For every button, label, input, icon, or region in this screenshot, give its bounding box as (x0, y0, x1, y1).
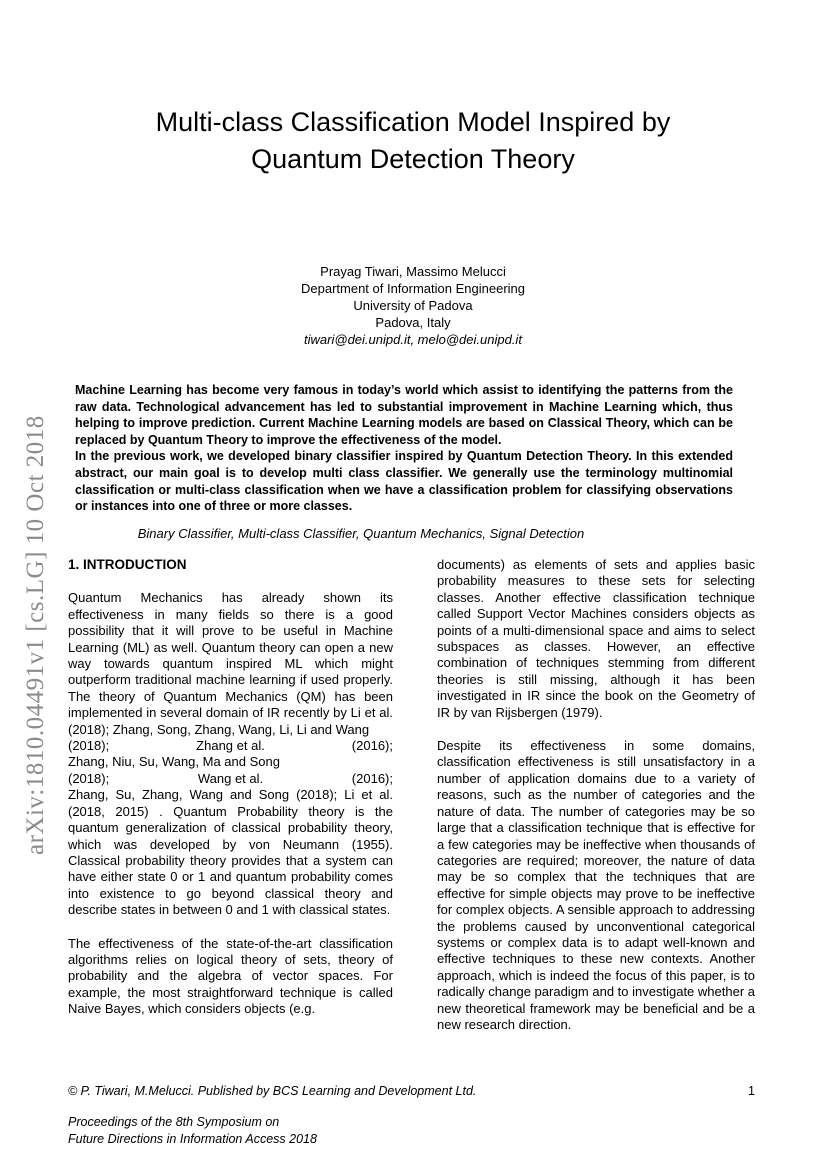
citation-author: Wang et al. (197, 770, 264, 786)
citation-author: Zhang et al. (196, 738, 265, 754)
proceedings-line-2: Future Directions in Information Access 2018 (68, 1131, 317, 1146)
proceedings-note (68, 1114, 568, 1147)
intro-paragraph-1a: Quantum Mechanics has already shown its effectiveness in many fields so there is a good possibility that it will prove to be useful in Machine Learning (ML) as well. Quantum theory can open a new way towards quantum inspired ML which might outperform traditional machine learning if used properly. The theory of Quantum Mechanics (QM) has been implemented in several domain of IR recently by Li et al. (2018); Zhang, Song, Zhang, Wang, Li, Li and Wang (68, 590, 393, 737)
citation-line-3 (68, 771, 393, 787)
citation-year: (2016); (351, 770, 393, 786)
author-emails: tiwari@dei.unipd.it, melo@dei.unipd.it (304, 332, 522, 347)
abstract-paragraph-2: In the previous work, we developed binary classifier inspired by Quantum Detection Theory. In this extended abstract, our main goal is to develop multi class classifier. We generally use the terminology multinomial classification or multi-class classification when we have a classification problem for classifying observations or instances into one of three or more classes. (75, 449, 733, 514)
authors-block (0, 263, 826, 348)
proceedings-line-1: Proceedings of the 8th Symposium on (68, 1115, 280, 1129)
paper-title (0, 104, 826, 178)
paper-title-line2: Quantum Detection Theory (251, 144, 575, 174)
page-number: 1 (748, 1084, 755, 1098)
intro-paragraph-3: documents) as elements of sets and applies basic probability measures to these sets for selecting classes. Another effective classification technique called Support Vector Machines considers objects as points of a multi-dimensional space and aims to select subspaces as classes. However, an effective combination of techniques stemming from different theories is still missing, although it has been investigated in IR since the book on the Geometry of IR by van Rijsbergen (1979). (437, 557, 755, 720)
author-names: Prayag Tiwari, Massimo Melucci (320, 264, 506, 279)
left-column (68, 557, 393, 1033)
intro-paragraph-2: The effectiveness of the state-of-the-art classification algorithms relies on logical theory of sets, theory of probability and the algebra of vector spaces. For example, the most straightforward technique is called Naive Bayes, which considers objects (e.g. (68, 935, 393, 1017)
citation-year: (2016); (351, 738, 393, 754)
intro-paragraph-4: Despite its effectiveness in some domains, classification effectiveness is still unsatisfactory in a number of application domains due to a variety of reasons, such as the number of categories and the nature of data. The number of categories may be so large that a classification technique that is effective for a few categories may be ineffective when thousands of categories are required; moreover, the nature of data may be so complex that the techniques that are effective for simple objects may prove to be ineffective for complex objects. A sensible approach to addressing the problems caused by unconventional categorical systems or complex data is to adapt well-known and effective techniques to these new contexts. Another approach, which is indeed the focus of this paper, is to radically change paradigm and to investigate whether a new theoretical framework may be beneficial and be a new research direction. (437, 738, 755, 1032)
intro-paragraph-1b: Zhang, Su, Zhang, Wang and Song (2018); Li et al. (2018, 2015) . Quantum Probability theory is the quantum generalization of classical probability theory, which was developed by von Neumann (1955). Classical probability theory provides that a system can have either state 0 or 1 and quantum probability comes into existence to go beyond classical theory and describe states in between 0 and 1 with classical states. (68, 787, 393, 918)
copyright-notice: © P. Tiwari, M.Melucci. Published by BCS Learning and Development Ltd. (68, 1084, 477, 1098)
citation-line-1 (68, 738, 393, 754)
intro-heading: 1. INTRODUCTION (68, 557, 187, 572)
footer-copyright-row (68, 1084, 755, 1098)
right-column (437, 557, 755, 1033)
abstract-paragraph-1: Machine Learning has become very famous in today’s world which assist to identifying the patterns from the raw data. Technological advancement has led to substantial improvement in Machine Learning which, thus helping to improve prediction. Current Machine Learning models are based on Classical Theory, which can be replaced by Quantum Theory to improve the effectiveness of the model. (75, 383, 733, 447)
abstract (75, 382, 733, 515)
citation-year: (2018); (68, 770, 110, 786)
author-location: Padova, Italy (375, 315, 451, 330)
author-university: University of Padova (353, 298, 473, 313)
author-department: Department of Information Engineering (300, 281, 525, 296)
citation-line-2: Zhang, Niu, Su, Wang, Ma and Song (68, 754, 280, 770)
arxiv-watermark: arXiv:1810.04491v1 [cs.LG] 10 Oct 2018 (22, 415, 49, 855)
citation-year: (2018); (68, 738, 110, 754)
keywords-line: Binary Classifier, Multi-class Classifier, Quantum Mechanics, Signal Detection (137, 526, 585, 541)
paper-title-line1: Multi-class Classification Model Inspired by (155, 107, 671, 137)
two-column-body (68, 557, 755, 1033)
